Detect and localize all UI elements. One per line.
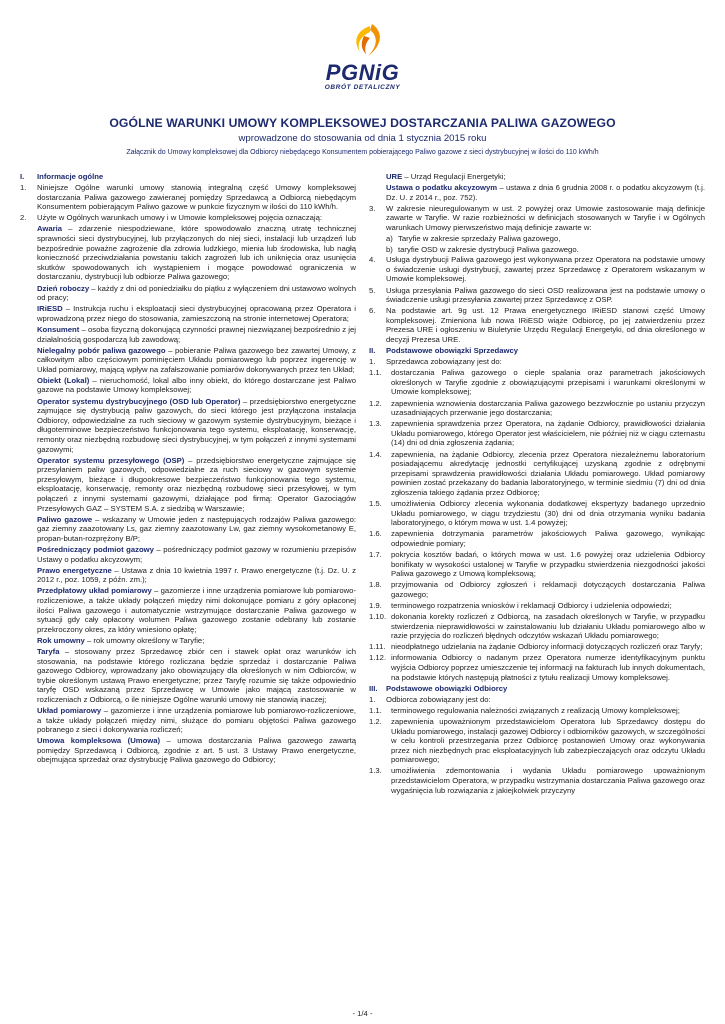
item-number: 1.3. — [369, 419, 382, 429]
definition-text: – pośredniczący podmiot gazowy w rozumieniu przepisów Ustawy o podatku akcyzowym; — [37, 544, 356, 564]
definition-item — [37, 304, 356, 323]
list-item: b) taryfie OSD w zakresie dystrybucji Paliwa gazowego. — [386, 244, 579, 254]
item-text: zapewnienia dotrzymania parametrów jakościowych Paliwa gazowego, wynikając odpowiednie pomiary; — [391, 529, 705, 548]
item-text: przyjmowania od Odbiorcy zgłoszeń i reklamacji dotyczących dostarczania Paliwa gazowego; — [391, 580, 705, 599]
definition-text: – pobieranie Paliwa gazowego bez zawartej Umowy, z całkowitym albo częściowym pominięciem Układu pomiarowego lub poprzez ingerencję w Układ pomiarowy, mającą wpływ na zafałszowanie pomiarów dokonywanych przez ten Układ; — [37, 345, 357, 374]
flame-icon — [300, 22, 425, 62]
item-number: 1.7. — [369, 549, 382, 559]
numbered-item — [369, 601, 705, 611]
item-text: dokonania korekty rozliczeń z Odbiorcą, na zasadach określonych w Taryfie, w przypadku stwierdzenia nieprawidłowości w zainstalowaniu lub działaniu Układu pomiarowego albo w razie przyjęcia do rozliczeń błędnych odczytów wskazań Układu pomiarowego; — [391, 612, 705, 641]
item-text: terminowego rozpatrzenia wniosków i reklamacji Odbiorcy i udzielenia odpowiedzi; — [391, 600, 672, 610]
document-title: OGÓLNE WARUNKI UMOWY KOMPLEKSOWEJ DOSTARCZANIA PALIWA GAZOWEGO — [109, 116, 616, 130]
item-number: 1.1. — [369, 368, 382, 378]
item-number: 1.6. — [369, 529, 382, 539]
section-heading: III. Podstawowe obowiązki Odbiorcy — [369, 683, 508, 693]
definition-term: Przedpłatowy układ pomiarowy — [37, 586, 152, 596]
definition-term: Taryfa — [37, 646, 60, 656]
numbered-item — [369, 368, 705, 397]
item-text: zapewnienia, na żądanie Odbiorcy, zlecenia przez Operatora niezależnemu laboratorium posiadającemu akredytację jednostki certyfikującej uzyskaną zgodnie z odrębnymi przepisami sprawdzenia prawidłowości działania Układu pomiarowego. Układ pomiarowy powinien zostać przekazany do badania laboratoryjnego, w terminie siedmiu (7) dni od dnia zgłoszenia takiego żądania przez Odbiorcę; — [391, 449, 705, 497]
item-text: umożliwienia Odbiorcy zlecenia wykonania dodatkowej ekspertyzy badanego uprzednio Układu pomiarowego, w ciągu trzydziestu (30) dni od dnia otrzymania wyniku badania laboratoryjnego, o którym mowa w ust. 1.4 powyżej; — [391, 499, 705, 528]
section-heading: II. Podstawowe obowiązki Sprzedawcy — [369, 346, 519, 356]
paragraph: 3. W zakresie nieuregulowanym w ust. 2 powyżej oraz Umowie zastosowanie mają definicje zawarte w Taryfie. W razie rozbieżności w definicjach stosowanych w Taryfie i w Ogólnych warunkach Umowy pierwszeństwo mają definicje zawarte w: — [369, 203, 705, 232]
item-number: 1.10. — [369, 612, 387, 622]
item-number: 1.2. — [369, 716, 382, 726]
item-text: zapewnienia upoważnionym przedstawicielom Operatora lub Sprzedawcy dostępu do Układu pomiarowego, instalacji gazowej Odbiorcy i odbiorników gazowych, w szczególności w celu kontroli przestrzegania przez Odbiorcę postanowień Umowy oraz wykonywania przez nich niezbędnych prac eksploatacyjnych lub zabezpieczających oraz odczytu Układu pomiarowego; — [391, 716, 705, 765]
definition-text: – stosowany przez Sprzedawcę zbiór cen i stawek opłat oraz warunków ich stosowania, na podstawie którego rozliczana będzie sprzedaż i dostarczanie Paliwa gazowego Odbiorcy, wprowadzany jako obowiązujący dla określonych w nim Odbiorców, w trybie określonym ustawą Prawo energetyczne; przez Taryfę rozumie się także odpowiednio taryfę OSD wskazaną przez Sprzedawcę w Umowie jako mającą zastosowanie w rozliczeniach z Odbiorcą, o ile niniejsze Ogólne warunki umowy nie stanowią inaczej; — [37, 646, 356, 704]
item-text: terminowego regulowania należności związanych z realizacją Umowy kompleksowej; — [391, 705, 680, 715]
definition-term: Paliwo gazowe — [37, 514, 93, 524]
document-subtitle: wprowadzone do stosowania od dnia 1 stycznia 2015 roku — [238, 133, 487, 144]
definition-text: – Ustawa z dnia 10 kwietnia 1997 r. Prawo energetyczne (t.j. Dz. U. z 2012 r., poz. 1059, z późn. zm.); — [37, 565, 357, 585]
definition-item — [37, 284, 356, 303]
definition-term: Dzień roboczy — [37, 283, 90, 293]
definition-item — [386, 172, 705, 182]
definition-text: – ustawa z dnia 6 grudnia 2008 r. o podatku akcyzowym (t.j. Dz. U. z 2014 r., poz. 752). — [386, 183, 705, 202]
definition-item — [37, 566, 356, 585]
item-number: 1.12. — [369, 653, 387, 663]
definition-item — [37, 706, 356, 735]
definition-term: Konsument — [37, 324, 80, 334]
definition-text: – zdarzenie niespodziewane, które spowodowało znaczną utratę technicznej sprawności sieci dystrybucyjnej, lub przyłączonych do niej sieci, instalacji lub urządzeń lub bezpośrednie poważne zagrożenie dla zdrowia ludzkiego, mienia lub środowiska, lub nagłą konieczność przeciwdziałania powstaniu takich zagrożeń lub ich uniknięcia oraz usunięcia skutków spowodowanych ich wystąpieniem i mogące powodować ograniczenia w dostarczaniu, dystrybucji lub odbiorze Paliwa gazowego; — [37, 224, 356, 282]
numbered-item — [369, 450, 705, 498]
definition-item — [37, 636, 356, 646]
paragraph: 6. Na podstawie art. 9g ust. 12 Prawa energetycznego IRiESD stanowi część Umowy kompleksowej. Zmieniona lub nowa IRiESD wiąże Odbiorcę, po jej zatwierdzeniu przez Prezesa URE i ogłoszeniu w Biuletynie Urzędu Regulacji Energetyki, od dnia określonego w decyzji Prezesa URE. — [369, 306, 705, 344]
definition-text: – gazomierze i inne urządzenia pomiarowe lub pomiarowo-rozliczeniowe, a także układy połączeń między nimi dokonujące pomiaru z góry opłaconej ilości Paliwa gazowego i automatycznie wstrzymujące dostarczanie Paliwa gazowego w sytuacji gdy cały opłacony wolumen Paliwa gazowego zostanie odebrany lub zostanie przekroczony okres, za który wniesiono opłatę; — [37, 586, 357, 634]
paragraph: 1. Odbiorca zobowiązany jest do: — [369, 694, 491, 704]
definition-term: IRiESD — [37, 304, 63, 314]
definition-term: Awaria — [37, 224, 63, 234]
numbered-item — [369, 717, 705, 765]
numbered-item — [369, 419, 705, 448]
item-text: zapewnienia wznowienia dostarczania Paliwa gazowego bezzwłocznie po ustaniu przyczyn uzasadniających przerwanie jego dostarczania; — [391, 398, 705, 418]
item-number: 1.4. — [369, 449, 382, 459]
item-number: 1.9. — [369, 600, 382, 610]
brand-subtitle: OBRÓT DETALICZNY — [324, 84, 401, 91]
definition-item — [37, 346, 356, 375]
definition-text: – rok umowny określony w Taryfie; — [84, 635, 205, 645]
item-text: zapewnienia sprawdzenia przez Operatora, na żądanie Odbiorcy, prawidłowości działania Układu pomiarowego, którego Operator jest właścicielem, nie później niż w ciągu czternastu (14) dni od dnia zgłoszenia żądania; — [391, 419, 705, 448]
definition-item — [386, 183, 705, 202]
definition-term: Operator systemu przesyłowego (OSP) — [37, 455, 185, 465]
item-number: 1.1. — [369, 705, 382, 715]
numbered-item — [369, 499, 705, 528]
definition-text: – przedsiębiorstwo energetyczne zajmujące się dystrybucją paliw gazowych, do sieci którego jest przyłączona instalacja Odbiorcy, odpowiedzialne za ruch sieciowy w gazowym systemie dystrybucyjnym, bieżące i długoterminowe bezpieczeństwo funkcjonowania tego systemu, eksploatację, konserwację, remonty oraz niezbędną rozbudowę sieci dystrybucyjnej, w tym połączeń z innymi systemami gazowymi; — [37, 396, 356, 454]
definition-term: Operator systemu dystrybucyjnego (OSD lub Operator) — [37, 396, 241, 406]
brand-name: PGNiG — [325, 60, 400, 85]
definition-item — [37, 376, 356, 395]
item-number: 1.5. — [369, 499, 382, 508]
definition-term: Układ pomiarowy — [37, 705, 102, 715]
numbered-item — [369, 653, 705, 682]
paragraph: 4. Usługa dystrybucji Paliwa gazowego jest wykonywana przez Operatora na podstawie umowy o świadczenie usługi dystrybucji, zawartej przez Sprzedawcę z Operatorem wskazanym w Umowie kompleksowej. — [369, 255, 705, 284]
numbered-item — [369, 766, 705, 795]
numbered-item — [369, 399, 705, 418]
definition-term: Prawo energetyczne — [37, 565, 112, 575]
numbered-item — [369, 642, 705, 652]
definition-text: – wskazany w Umowie jeden z następujących rodzajów Paliwa gazowego: gaz ziemny zaazotowany Ls, gaz ziemny zaazotowany Lw, gaz ziemny wysokometanowy E, propan-butan-rozprężony B/P; — [37, 514, 356, 543]
item-text: dostarczania Paliwa gazowego o cieple spalania oraz parametrach jakościowych określonych w Taryfie zgodnie z obowiązującymi przepisami i warunkami określonymi w Umowie kompleksowej; — [391, 368, 705, 397]
item-number: 1.3. — [369, 766, 382, 776]
section-heading: I. Informacje ogólne — [20, 172, 104, 181]
definition-term: Nielegalny pobór paliwa gazowego — [37, 345, 166, 355]
item-text: nieodpłatnego udzielania na żądanie Odbiorcy informacji dotyczących rozliczeń oraz Taryfy; — [391, 642, 703, 652]
page-number: - 1/4 - — [352, 1009, 373, 1018]
definition-text: – Instrukcja ruchu i eksploatacji sieci dystrybucyjnej opracowaną przez Operatora i wprowadzoną przez niego do stosowania, zamieszczoną na stronie internetowej Operatora; — [37, 304, 356, 323]
definition-item — [37, 515, 356, 544]
paragraph: 1. Niniejsze Ogólne warunki umowy stanowią integralną część Umowy kompleksowej dostarczania Paliwa gazowego zawieranej pomiędzy Sprzedawcą a Odbiorcą niebędącym Konsumentem pobierającym Paliwo gazowe w punkcie fizycznym w ilości do 110 kWh/h. — [20, 183, 356, 212]
definition-term: Umowa kompleksowa (Umowa) — [37, 736, 161, 746]
paragraph: 5. Usługa przesyłania Paliwa gazowego do sieci OSD realizowana jest na podstawie umowy o świadczenie usługi przesyłania zawartej przez Sprzedawcę z OSP. — [369, 285, 705, 305]
list-item: a) Taryfie w zakresie sprzedaży Paliwa gazowego, — [386, 234, 561, 244]
numbered-item — [369, 706, 705, 716]
definition-item — [37, 736, 356, 765]
definition-term: URE — [386, 172, 403, 181]
item-number: 1.11. — [369, 642, 386, 652]
definition-text: – nieruchomość, lokal albo inny obiekt, do którego dostarczane jest Paliwo gazowe na podstawie Umowy kompleksowej; — [37, 375, 356, 395]
item-text: informowania Odbiorcy o nadanym przez Operatora numerze identyfikacyjnym punktu wyjścia Odbiorcy poprzez umieszczenie tej informacji na fakturach lub innych dokumentach, na podstawie których następują płatności z tytułu realizacji Umowy kompleksowej. — [391, 653, 705, 682]
definition-item — [37, 586, 356, 634]
definition-item — [37, 456, 356, 514]
numbered-item — [369, 580, 705, 599]
paragraph: 1. Sprzedawca zobowiązany jest do: — [369, 357, 502, 367]
definition-text: – osoba fizyczną dokonującą czynności prawnej niezwiązanej bezpośrednio z jej działalnością gospodarczą lub zawodową; — [37, 324, 356, 344]
definition-term: Ustawa o podatku akcyzowym — [386, 183, 498, 193]
numbered-item — [369, 550, 705, 579]
definition-text: – gazomierze i inne urządzenia pomiarowe lub pomiarowo-rozliczeniowe, a także układy połączeń między nimi, służące do pomiaru objętości Paliwa gazowego pobranego z sieci i dokonywania rozliczeń; — [37, 705, 356, 735]
numbered-item — [369, 612, 705, 641]
definition-item — [37, 325, 356, 344]
definition-item — [37, 545, 356, 564]
definition-item — [37, 224, 356, 282]
definition-term: Obiekt (Lokal) — [37, 375, 90, 385]
left-column — [20, 172, 356, 767]
right-column — [369, 172, 705, 797]
definition-item — [37, 397, 356, 455]
item-text: pokrycia kosztów badań, o których mowa w ust. 1.6 powyżej oraz udzielenia Odbiorcy bonifikaty w wysokości ustalonej w Taryfie w przypadku stwierdzenia niezgodności jakości Paliwa gazowego z Umową kompleksową; — [391, 549, 705, 579]
attachment-note: Załącznik do Umowy kompleksowej dla Odbiorcy niebędącego Konsumentem pobierającego Paliwo gazowe z sieci dystrybucyjnej w ilości do 110 kWh/h — [126, 149, 599, 156]
definition-text: – każdy z dni od poniedziałku do piątku z wyłączeniem dni ustawowo wolnych od pracy; — [37, 283, 356, 303]
definition-term: Rok umowny — [37, 635, 85, 645]
item-number: 1.8. — [369, 580, 382, 590]
item-text: umożliwienia zdemontowania i wydania Układu pomiarowego upoważnionym przedstawicielom Operatora, w przypadku wstrzymania dostarczania Paliwa gazowego oraz wygaśnięcia lub rozwiązania z jakiejkolwiek przyczyny — [391, 766, 705, 795]
definition-text: – umowa dostarczania Paliwa gazowego zawartą pomiędzy Sprzedawcą i Odbiorcą, zgodnie z art. 5 ust. 3 Ustawy Prawo energetyczne, obejmująca sprzedaż oraz dystrybucję Paliwa gazowego do Odbiorcy; — [37, 736, 356, 765]
numbered-item — [369, 529, 705, 548]
paragraph: 2. Użyte w Ogólnych warunkach umowy i w Umowie kompleksowej pojęcia oznaczają: — [20, 213, 322, 223]
definition-text: – Urząd Regulacji Energetyki; — [402, 172, 506, 181]
item-number: 1.2. — [369, 398, 382, 408]
definition-text: – przedsiębiorstwo energetyczne zajmujące się przesyłaniem paliw gazowych, odpowiedzialne za ruch sieciowy w gazowym systemie przesyłowym, bieżące i długookresowe bezpieczeństwo funkcjonowania tego systemu, eksploatację, konserwację, remonty oraz niezbędną rozbudowę sieci przesyłowej, w tym połączeń z innymi systemami gazowymi, działające pod firmą: Operator Gazociągów Przesyłowych GAZ – SYSTEM S.A. z siedzibą w Warszawie; — [37, 455, 356, 513]
definition-term: Pośredniczący podmiot gazowy — [37, 544, 154, 554]
definition-item — [37, 647, 356, 705]
